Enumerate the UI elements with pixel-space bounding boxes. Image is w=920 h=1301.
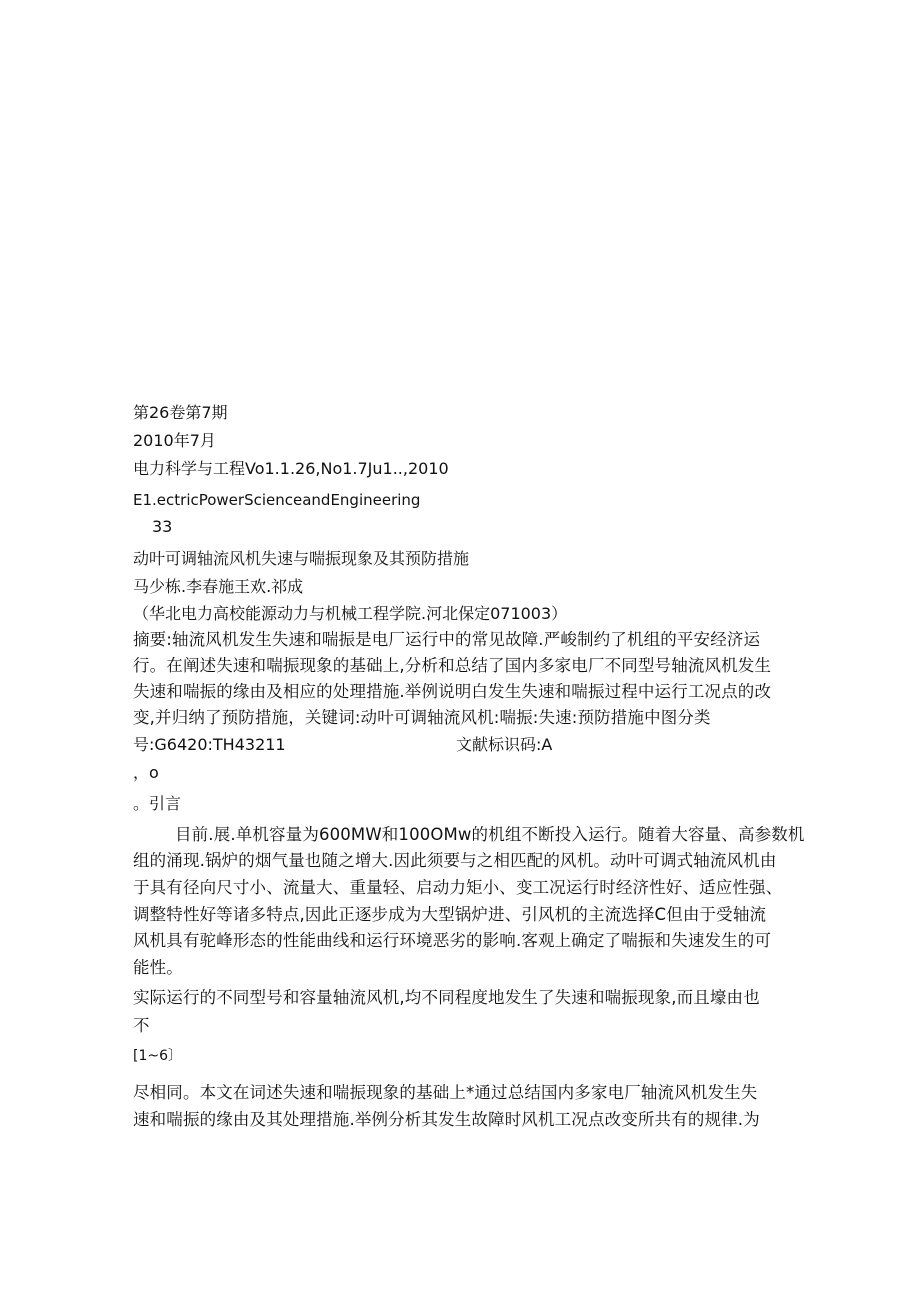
intro-line: 风机具有驼峰形态的性能曲线和运行环境恶劣的影响.客观上确定了喘振和失速发生的可	[133, 931, 772, 950]
citation-ref: [1~6〕	[133, 1048, 183, 1064]
intro-line: 能性。	[133, 958, 183, 977]
abstract-line: 摘要:轴流风机发生失速和喘振是电厂运行中的常见故障.严峻制约了机组的平安经济运	[133, 630, 761, 649]
abstract-line: 失速和喘振的缘由及相应的处理措施.举例说明白发生失速和喘振过程中运行工况点的改	[133, 682, 772, 701]
paragraph-line: 尽相同。本文在词述失速和喘振现象的基础上*通过总结国内多家电厂轴流风机发生失	[133, 1083, 758, 1102]
intro-line: 组的涌现.锅炉的烟气量也随之增大.因此须要与之相匹配的风机。动叶可调式轴流风机由	[133, 851, 777, 870]
classification-number: 号:G6420:TH43211	[133, 735, 286, 754]
publication-date: 2010年7月	[133, 431, 216, 450]
stray-mark: ，o	[133, 763, 159, 782]
paragraph-line: 速和喘振的缘由及其处理措施.举例分析其发生故障时风机工况点改变所共有的规律.为	[133, 1110, 760, 1129]
abstract-line: 行。在阐述失速和喘振现象的基础上,分析和总结了国内多家电厂不同型号轴流风机发生	[133, 656, 772, 675]
document-code: 文献标识码:A	[456, 735, 553, 754]
volume-issue: 第26卷第7期	[133, 403, 228, 422]
affiliation: （华北电力高校能源动力与机械工程学院.河北保定071003）	[133, 604, 568, 623]
section-heading: 。引言	[133, 794, 182, 813]
intro-line: 目前.展.单机容量为600MW和100OMw的机组不断投入运行。随着大容量、高参数机	[175, 825, 805, 844]
journal-name-en: E1.ectricPowerScienceandEngineering	[133, 491, 421, 509]
article-title: 动叶可调轴流风机失速与喘振现象及其预防措施	[133, 549, 470, 568]
paragraph-line: 实际运行的不同型号和容量轴流风机,均不同程度地发生了失速和喘振现象,而且壕由也	[133, 988, 760, 1007]
intro-line: 于具有径向尺寸小、流量大、重量轻、启动力矩小、变工况运行时经济性好、适应性强、	[133, 878, 783, 897]
page-number: 33	[152, 517, 173, 536]
journal-name-cn: 电力科学与工程Vo1.1.26,No1.7Ju1..,2010	[133, 459, 449, 478]
intro-line: 调整特性好等诸多特点,因此正逐步成为大型锅炉进、引风机的主流选择C但由于受轴流	[133, 905, 767, 924]
paragraph-line: 不	[133, 1016, 150, 1035]
abstract-line: 变,并归纳了预防措施，关键词:动叶可调轴流风机:喘振:失速:预防措施中图分类	[133, 708, 711, 727]
authors: 马少栋.李春施王欢.祁成	[133, 577, 304, 596]
